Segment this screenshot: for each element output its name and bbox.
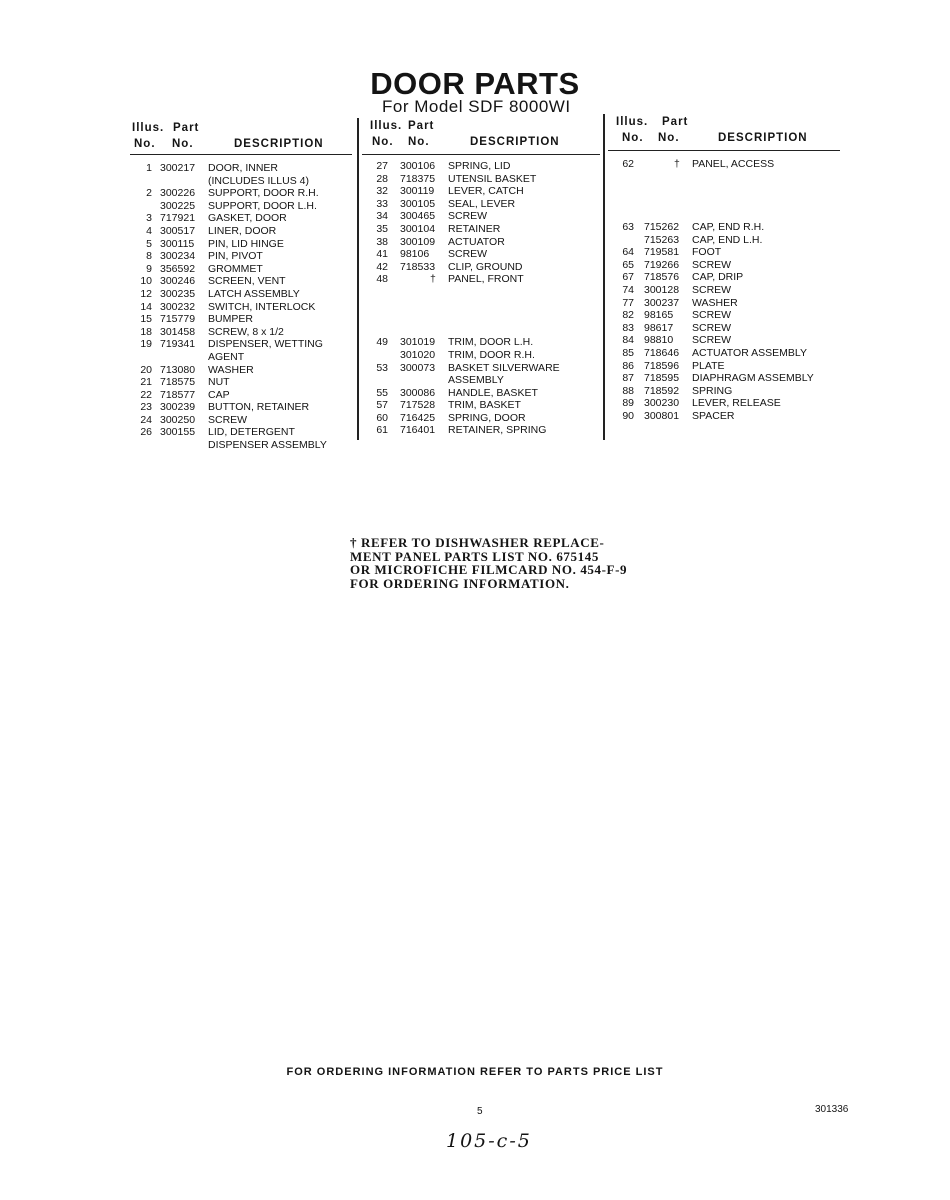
table-row (130, 263, 352, 276)
part-description: WASHER (692, 296, 738, 309)
illus-number: 85 (622, 346, 634, 359)
illus-number: 61 (376, 424, 388, 437)
table-row (130, 326, 352, 339)
illus-number: 14 (140, 300, 152, 313)
part-description: FOOT (692, 246, 722, 259)
part-description: SPRING (692, 384, 733, 397)
table-row (362, 223, 600, 236)
part-number: 717921 (160, 212, 196, 225)
table-row (130, 338, 352, 351)
column-header (608, 118, 840, 152)
part-number: 300234 (160, 250, 196, 263)
part-number: 300073 (400, 361, 436, 374)
table-row (608, 334, 840, 347)
illus-number: 64 (622, 246, 634, 259)
part-number: 300155 (160, 426, 196, 439)
table-row (608, 246, 840, 259)
parts-column-2 (362, 118, 600, 437)
part-description: BUTTON, RETAINER (208, 401, 310, 414)
part-description: SCREW (448, 210, 488, 223)
table-row (608, 259, 840, 272)
illus-label: Illus. (370, 120, 403, 132)
part-description: RETAINER, SPRING (448, 424, 547, 437)
table-row (362, 399, 600, 412)
part-description: DISPENSER, WETTING (208, 338, 323, 351)
parts-column-1 (130, 118, 352, 452)
header-rule (362, 154, 600, 155)
illus-number: 83 (622, 321, 634, 334)
part-number: 718533 (400, 260, 436, 273)
part-description: SPRING, LID (448, 160, 511, 172)
part-description: TRIM, DOOR R.H. (448, 348, 535, 361)
table-row (130, 376, 352, 389)
part-description: HANDLE, BASKET (448, 386, 538, 399)
illus-no-label: No. (134, 138, 156, 150)
part-number: 300225 (160, 199, 196, 212)
part-number: 98810 (644, 334, 674, 347)
part-number: 301020 (400, 348, 436, 361)
illus-number: 62 (622, 158, 634, 170)
part-number: 718596 (644, 359, 680, 372)
part-description: UTENSIL BASKET (448, 172, 537, 185)
part-description: CLIP, GROUND (448, 260, 523, 273)
illus-no-label: No. (622, 132, 644, 144)
part-number: 716425 (400, 411, 436, 424)
part-no-label: No. (408, 136, 430, 148)
table-row (608, 385, 840, 398)
part-description: LATCH ASSEMBLY (208, 287, 300, 300)
note-line: † REFER TO DISHWASHER REPLACE- (350, 535, 605, 550)
table-row (130, 238, 352, 251)
part-number: 300801 (644, 409, 680, 422)
part-description: GASKET, DOOR (208, 212, 287, 225)
part-description: SPRING, DOOR (448, 411, 526, 424)
page-subtitle: For Model SDF 8000WI (382, 97, 571, 116)
header-rule (130, 154, 352, 155)
illus-number: 49 (376, 336, 388, 349)
part-description: NUT (208, 376, 230, 389)
part-number: 715263 (644, 233, 680, 246)
part-number: 300246 (160, 275, 196, 288)
illus-number: 3 (146, 212, 152, 225)
part-description: BASKET SILVERWARE (448, 361, 560, 374)
parts-rows (130, 162, 352, 452)
part-description: SEAL, LEVER (448, 197, 516, 210)
illus-number: 8 (146, 250, 152, 263)
table-row (608, 171, 840, 184)
part-description: SWITCH, INTERLOCK (208, 300, 316, 313)
part-no-label: No. (172, 138, 194, 150)
table-row (362, 387, 600, 400)
part-number: 300105 (400, 197, 436, 210)
note-line: OR MICROFICHE FILMCARD NO. 454-F-9 (350, 562, 628, 577)
illus-number: 77 (622, 296, 634, 309)
table-row (362, 248, 600, 261)
handwritten-code: 105-c-5 (446, 1130, 532, 1152)
table-row (362, 349, 600, 362)
table-row (608, 397, 840, 410)
illus-number: 57 (376, 399, 388, 412)
illus-number: 74 (622, 283, 634, 296)
part-description: ACTUATOR (448, 235, 505, 248)
table-row (130, 225, 352, 238)
part-description: PIN, PIVOT (208, 250, 263, 263)
part-number: 719266 (644, 258, 680, 271)
part-number: 300115 (160, 237, 195, 250)
note-line: FOR ORDERING INFORMATION. (350, 575, 570, 591)
table-row (130, 313, 352, 326)
description-label: DESCRIPTION (718, 132, 808, 144)
part-number: 300106 (400, 160, 436, 172)
column-header (130, 118, 352, 152)
header-rule (608, 150, 840, 151)
part-description: PANEL, ACCESS (692, 158, 775, 170)
replacement-panel-note (350, 536, 627, 590)
part-label: Part (173, 122, 200, 134)
table-row (362, 286, 600, 299)
illus-number: 84 (622, 334, 634, 347)
part-description: LEVER, RELEASE (692, 397, 781, 410)
part-description: CAP, END R.H. (692, 220, 765, 233)
part-number: 98106 (400, 248, 430, 261)
part-number: 718592 (644, 384, 680, 397)
table-row (608, 410, 840, 423)
part-description: SCREW (692, 334, 732, 347)
illus-number: 27 (376, 160, 388, 172)
table-row (130, 414, 352, 427)
part-number: 98617 (644, 321, 674, 334)
table-row (608, 297, 840, 310)
table-row (130, 401, 352, 414)
table-row (130, 351, 352, 364)
table-row (362, 261, 600, 274)
part-number: 300086 (400, 386, 436, 399)
part-number: 300235 (160, 287, 196, 300)
part-label: Part (408, 120, 435, 132)
illus-number: 4 (146, 224, 152, 237)
table-row (130, 301, 352, 314)
part-description: TRIM, DOOR L.H. (448, 336, 534, 349)
part-number: 301458 (160, 325, 196, 338)
table-row (130, 426, 352, 439)
part-number: 300465 (400, 210, 436, 223)
table-row (362, 198, 600, 211)
illus-number: 65 (622, 258, 634, 271)
part-number: † (430, 273, 436, 286)
part-description: SCREW (692, 321, 732, 334)
illus-number: 41 (376, 248, 388, 261)
illus-number: 33 (376, 197, 388, 210)
part-number: 718595 (644, 372, 680, 385)
part-description: ACTUATOR ASSEMBLY (692, 346, 807, 359)
part-description: SCREW (692, 283, 732, 296)
part-label: Part (662, 116, 689, 128)
table-row (362, 374, 600, 387)
part-number: 300128 (644, 283, 680, 296)
illus-number: 21 (140, 376, 152, 389)
illus-number: 1 (146, 162, 152, 174)
part-description: ASSEMBLY (448, 374, 504, 387)
part-number: 718577 (160, 388, 196, 401)
illus-label: Illus. (616, 116, 649, 128)
part-number: 300119 (400, 185, 435, 198)
illus-number: 9 (146, 262, 152, 275)
table-row (608, 360, 840, 373)
part-description: LID, DETERGENT (208, 426, 295, 439)
part-number: 715779 (160, 313, 196, 326)
illus-number: 42 (376, 260, 388, 273)
table-row (608, 322, 840, 335)
illus-number: 28 (376, 172, 388, 185)
part-number: 356592 (160, 262, 196, 275)
illus-number: 24 (140, 413, 152, 426)
part-description: SCREW (208, 413, 248, 426)
illus-number: 89 (622, 397, 634, 410)
illus-number: 12 (140, 287, 152, 300)
illus-number: 18 (140, 325, 152, 338)
illus-number: 22 (140, 388, 152, 401)
part-description: SCREW, 8 x 1/2 (208, 325, 284, 338)
table-row (130, 275, 352, 288)
table-row (608, 347, 840, 360)
part-number: 300226 (160, 187, 196, 200)
table-row (362, 362, 600, 375)
part-no-label: No. (658, 132, 680, 144)
part-number: 718575 (160, 376, 196, 389)
table-row (608, 183, 840, 196)
illus-number: 90 (622, 409, 634, 422)
part-description: SUPPORT, DOOR L.H. (208, 199, 317, 212)
part-number: 715262 (644, 220, 680, 233)
table-row (608, 196, 840, 209)
part-description: WASHER (208, 363, 254, 376)
part-number: 718576 (644, 271, 680, 284)
illus-number: 15 (140, 313, 152, 326)
part-description: TRIM, BASKET (448, 399, 521, 412)
illus-number: 10 (140, 275, 152, 288)
table-row (130, 187, 352, 200)
table-row (362, 273, 600, 286)
part-description: PIN, LID HINGE (208, 237, 284, 250)
part-number: 300104 (400, 222, 436, 235)
illus-number: 88 (622, 384, 634, 397)
part-number: 719581 (644, 246, 680, 259)
parts-rows (608, 158, 840, 422)
illus-number: 63 (622, 220, 634, 233)
table-row (608, 372, 840, 385)
table-row (362, 324, 600, 337)
description-label: DESCRIPTION (470, 136, 560, 148)
ordering-footer: FOR ORDERING INFORMATION REFER TO PARTS PRICE LIST (286, 1066, 664, 1078)
table-row (362, 236, 600, 249)
part-description: CAP, END L.H. (692, 233, 763, 246)
part-description: PANEL, FRONT (448, 273, 524, 286)
part-description: BUMPER (208, 313, 253, 326)
part-number: 300232 (160, 300, 196, 313)
illus-number: 82 (622, 309, 634, 322)
part-description: SPACER (692, 409, 735, 422)
illus-number: 67 (622, 271, 634, 284)
illus-number: 35 (376, 222, 388, 235)
part-number: 718375 (400, 172, 436, 185)
table-row (130, 200, 352, 213)
part-description: CAP (208, 388, 230, 401)
illus-number: 55 (376, 386, 388, 399)
part-description: LEVER, CATCH (448, 185, 524, 198)
illus-number: 19 (140, 338, 152, 351)
table-row (608, 208, 840, 221)
part-description: SUPPORT, DOOR R.H. (208, 187, 319, 200)
part-description: AGENT (208, 350, 245, 363)
page-title: DOOR PARTS (370, 66, 580, 101)
illus-number: 32 (376, 185, 388, 198)
table-row (362, 412, 600, 425)
parts-rows (362, 160, 600, 437)
table-row (362, 299, 600, 312)
part-description: DIAPHRAGM ASSEMBLY (692, 372, 814, 385)
illus-number: 87 (622, 372, 634, 385)
part-number: 300230 (644, 397, 680, 410)
illus-number: 34 (376, 210, 388, 223)
table-row (362, 185, 600, 198)
part-description: RETAINER (448, 222, 501, 235)
table-row (130, 439, 352, 452)
illus-number: 2 (146, 187, 152, 200)
part-description: SCREW (692, 258, 732, 271)
illus-number: 20 (140, 363, 152, 376)
part-number: 98165 (644, 309, 674, 322)
illus-number: 26 (140, 426, 152, 439)
part-number: 301019 (400, 336, 436, 349)
table-row (130, 364, 352, 377)
table-row (362, 336, 600, 349)
part-number: 718646 (644, 346, 680, 359)
part-number: 300109 (400, 235, 436, 248)
table-row (130, 389, 352, 402)
illus-label: Illus. (132, 122, 165, 134)
table-row (608, 158, 840, 171)
part-description: LINER, DOOR (208, 224, 277, 237)
table-row (362, 173, 600, 186)
illus-number: 86 (622, 359, 634, 372)
table-row (130, 250, 352, 263)
table-row (608, 221, 840, 234)
part-number: 300250 (160, 413, 196, 426)
table-row (608, 309, 840, 322)
table-row (130, 162, 352, 175)
table-row (608, 271, 840, 284)
part-description: GROMMET (208, 262, 263, 275)
column-header (362, 118, 600, 152)
illus-number: 5 (146, 237, 152, 250)
part-number: 717528 (400, 399, 436, 412)
illus-number: 53 (376, 361, 388, 374)
illus-number: 23 (140, 401, 152, 414)
document-number: 301336 (815, 1104, 849, 1115)
table-row (362, 424, 600, 437)
part-description: SCREEN, VENT (208, 275, 286, 288)
note-line: MENT PANEL PARTS LIST NO. 675145 (350, 548, 599, 564)
part-number: 300239 (160, 401, 196, 414)
column-divider (603, 114, 605, 440)
part-number: 716401 (400, 424, 436, 437)
part-number: 300217 (160, 162, 196, 174)
part-description: PLATE (692, 359, 725, 372)
part-number: 300517 (160, 224, 196, 237)
table-row (608, 234, 840, 247)
table-row (608, 284, 840, 297)
illus-number: 48 (376, 273, 388, 286)
illus-no-label: No. (372, 136, 394, 148)
part-description: DISPENSER ASSEMBLY (208, 439, 327, 452)
description-label: DESCRIPTION (234, 138, 324, 150)
table-row (130, 288, 352, 301)
page-number: 5 (477, 1106, 483, 1117)
part-number: 713080 (160, 363, 196, 376)
part-description: SCREW (692, 309, 732, 322)
parts-column-3 (608, 116, 840, 422)
table-row (130, 175, 352, 188)
part-number: 719341 (160, 338, 196, 351)
part-description: (INCLUDES ILLUS 4) (208, 174, 309, 187)
table-row (130, 212, 352, 225)
part-description: SCREW (448, 248, 488, 261)
column-divider (357, 118, 359, 440)
part-description: DOOR, INNER (208, 162, 279, 174)
illus-number: 60 (376, 411, 388, 424)
table-row (362, 210, 600, 223)
part-number: † (674, 158, 680, 170)
illus-number: 38 (376, 235, 388, 248)
part-description: CAP, DRIP (692, 271, 744, 284)
table-row (362, 311, 600, 324)
part-number: 300237 (644, 296, 680, 309)
table-row (362, 160, 600, 173)
